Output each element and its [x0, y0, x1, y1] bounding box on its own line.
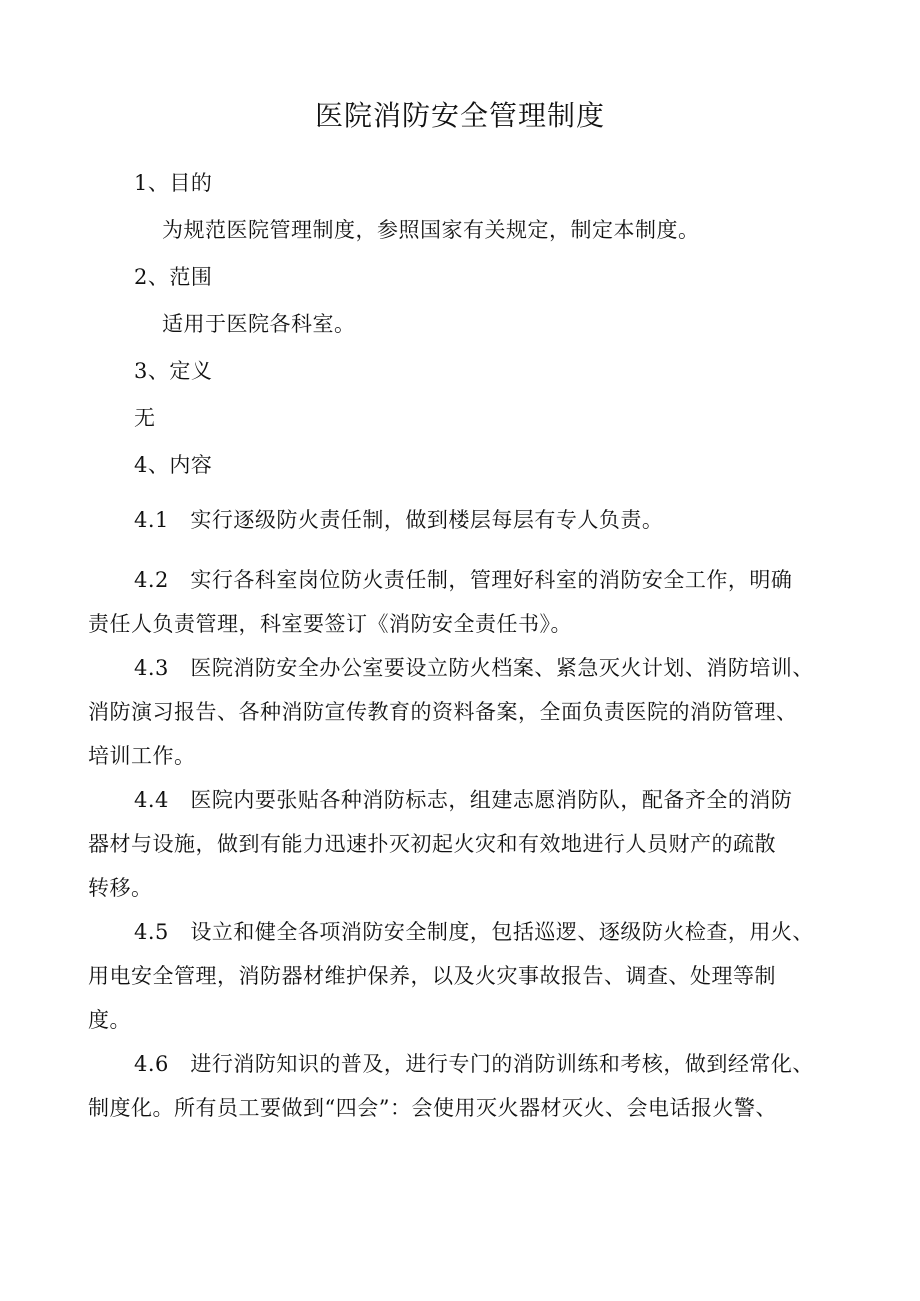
section-heading-scope: 2、范围: [134, 265, 213, 289]
clause-line: 培训工作。: [88, 744, 196, 768]
clause-4-3: [88, 646, 848, 778]
clause-line: 度。: [88, 1008, 131, 1032]
section-heading-content: 4、内容: [134, 453, 213, 477]
clause-4-6: [88, 1042, 848, 1130]
section-body-purpose: 为规范医院管理制度，参照国家有关规定，制定本制度。: [162, 218, 700, 242]
clause-4-2: [88, 558, 848, 646]
clause-line: 转移。: [88, 876, 153, 900]
section-heading-purpose: 1、目的: [134, 171, 213, 195]
clause-line: 用电安全管理，消防器材维护保养，以及火灾事故报告、调查、处理等制: [88, 964, 776, 988]
clause-line: 4.6 进行消防知识的普及，进行专门的消防训练和考核，做到经常化、: [134, 1052, 814, 1076]
section-body-scope: 适用于医院各科室。: [162, 312, 356, 336]
clause-line: 制度化。所有员工要做到“四会”：会使用灭火器材灭火、会电话报火警、: [88, 1096, 777, 1120]
clause-line: 4.5 设立和健全各项消防安全制度，包括巡逻、逐级防火检查，用火、: [134, 920, 814, 944]
clause-line: 消防演习报告、各种消防宣传教育的资料备案，全面负责医院的消防管理、: [88, 700, 798, 724]
document-title: 医院消防安全管理制度: [314, 99, 605, 132]
clause-line: 器材与设施，做到有能力迅速扑灭初起火灾和有效地进行人员财产的疏散: [88, 832, 776, 856]
clause-line: 4.4 医院内要张贴各种消防标志，组建志愿消防队，配备齐全的消防: [134, 788, 793, 812]
clause-4-5: [88, 910, 848, 1042]
section-body-definition: 无: [134, 406, 156, 430]
clause-4-4: [88, 778, 848, 910]
clause-4-1: [88, 498, 848, 542]
clause-line: 责任人负责管理，科室要签订《消防安全责任书》。: [88, 612, 572, 636]
clause-line: 4.2 实行各科室岗位防火责任制，管理好科室的消防安全工作，明确: [134, 568, 793, 592]
section-heading-definition: 3、定义: [134, 359, 213, 383]
clause-line: 4.3 医院消防安全办公室要设立防火档案、紧急灭火计划、消防培训、: [134, 656, 814, 680]
clause-line: 4.1 实行逐级防火责任制，做到楼层每层有专人负责。: [134, 508, 664, 532]
